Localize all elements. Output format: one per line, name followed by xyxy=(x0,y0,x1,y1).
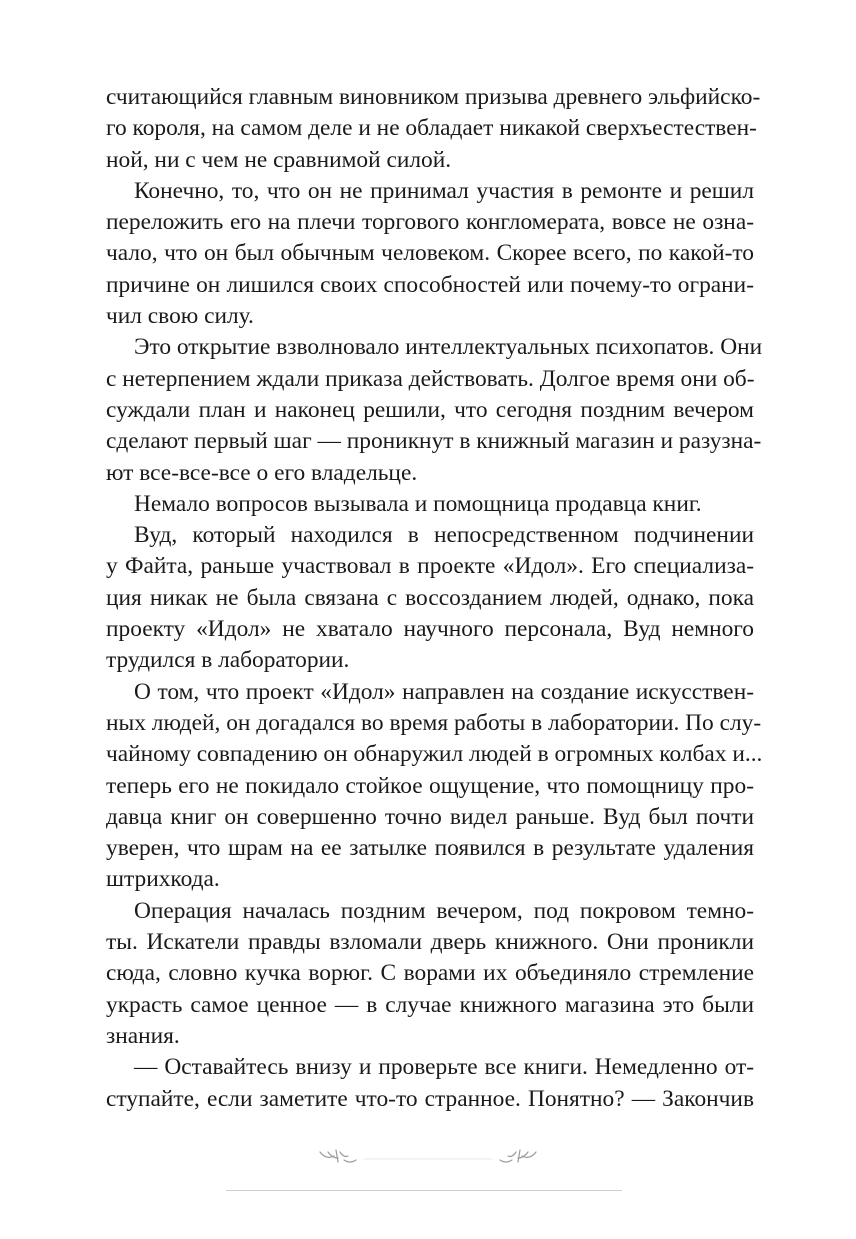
text-line: сюда, словно кучка ворюг. С ворами их объединяло стремление xyxy=(106,960,754,987)
body-text xyxy=(106,82,763,1115)
text-line: чил свою силу. xyxy=(106,303,254,330)
text-line: Это открытие взволновало интеллектуальных психопатов. Они xyxy=(134,334,763,361)
text-line: суждали план и наконец решили, что сегодня поздним вечером xyxy=(106,396,754,423)
text-line: теперь его не покидало стойкое ощущение, что помощницу про- xyxy=(106,772,754,799)
footer-rule xyxy=(226,1190,622,1191)
text-line: проекту «Идол» не хватало научного персонала, Вуд немного xyxy=(106,616,754,643)
text-line: го короля, на самом деле и не обладает никакой сверхъестествен- xyxy=(106,115,757,142)
text-line: ступайте, если заметите что-то странное. Понятно? — Закончив xyxy=(106,1085,754,1112)
text-line: уверен, что шрам на ее затылке появился в результате удаления xyxy=(106,835,754,862)
text-line: считающийся главным виновником призыва древнего эльфийско- xyxy=(106,84,761,110)
text-line: чало, что он был обычным человеком. Скорее всего, по какой-то xyxy=(106,240,754,267)
text-line: чайному совпадению он обнаружил людей в огромных колбах и... xyxy=(106,741,763,768)
text-line: ют все-все-все о его владельце. xyxy=(106,459,418,486)
text-line: давца книг он совершенно точно видел раньше. Вуд был почти xyxy=(106,803,754,830)
text-line: знания. xyxy=(106,1022,180,1049)
text-line: ных людей, он догадался во время работы в лаборатории. По слу- xyxy=(106,709,762,736)
text-line: — Оставайтесь внизу и проверьте все книги. Немедленно от- xyxy=(134,1054,754,1081)
text-line: переложить его на плечи торгового конгломерата, вовсе не озна- xyxy=(106,209,754,236)
text-line: украсть самое ценное — в случае книжного магазина это были xyxy=(106,991,754,1018)
text-line: О том, что проект «Идол» направлен на создание искусствен- xyxy=(134,678,754,705)
floral-ornament-icon xyxy=(316,1148,540,1170)
text-line: трудился в лаборатории. xyxy=(106,647,350,674)
text-line: штрихкода. xyxy=(106,866,220,893)
text-line: ной, ни с чем не сравнимой силой. xyxy=(106,146,452,173)
text-line: Немало вопросов вызывала и помощница продавца книг. xyxy=(134,490,702,517)
text-line: у Файта, раньше участвовал в проекте «Идол». Его специализа- xyxy=(106,553,754,580)
text-line: Операция началась поздним вечером, под покровом темно- xyxy=(134,897,754,924)
text-line: причине он лишился своих способностей или почему-то ограни- xyxy=(106,271,754,298)
text-line: Конечно, то, что он не принимал участия в ремонте и решил xyxy=(134,177,754,204)
text-line: ты. Искатели правды взломали дверь книжного. Они проникли xyxy=(106,929,754,956)
text-line: сделают первый шаг — проникнут в книжный магазин и разузна- xyxy=(106,428,762,455)
text-line: ция никак не была связана с воссозданием людей, однако, пока xyxy=(106,584,754,611)
text-line: Вуд, который находился в непосредственном подчинении xyxy=(134,522,754,549)
text-line: с нетерпением ждали приказа действовать. Долгое время они об- xyxy=(106,365,755,392)
